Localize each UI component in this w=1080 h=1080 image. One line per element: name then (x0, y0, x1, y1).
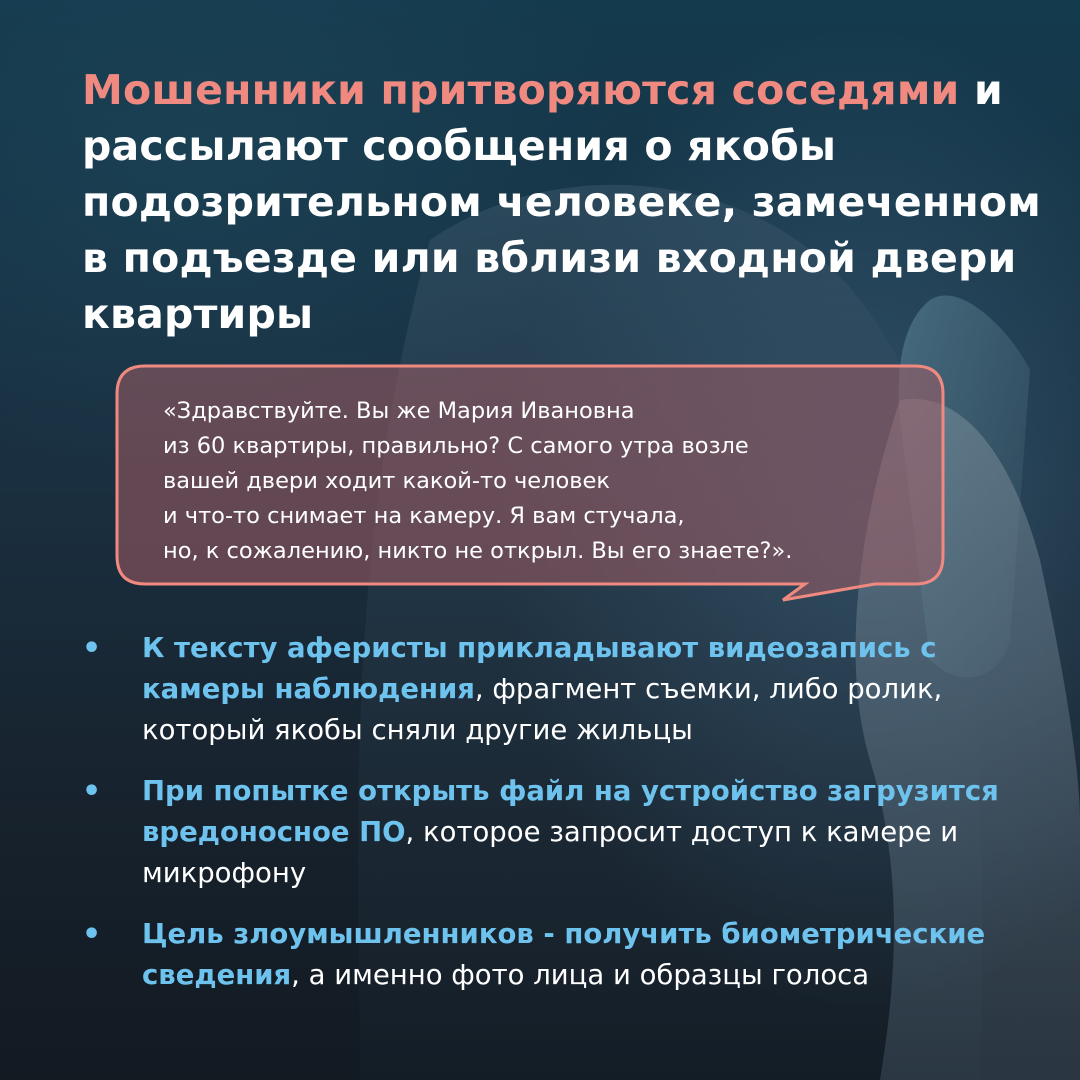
bullet-marker: • (82, 917, 102, 952)
quote-text: «Здравствуйте. Вы же Мария Ивановна из 60 квартиры, правильно? С самого утра возле вашей двери ходит какой-то человек и что-то снимает на камеру. Я вам стучала, но, к сожалению, никто не открыл. Вы его знаете?». (163, 398, 793, 564)
quote-bubble (115, 364, 945, 604)
bullet-marker: • (82, 631, 102, 666)
list-item (82, 628, 1042, 751)
headline-accent: Мошенники притворяются соседями (82, 66, 960, 114)
headline-rest: и рассылают сообщения о якобы подозрительном человеке, замеченном в подъезде или вблизи входной двери квартиры (82, 66, 1041, 338)
bullet-marker: • (82, 774, 102, 809)
bullet-text: , а именно фото лица и образцы голоса (291, 959, 870, 991)
bullet-bold-text: К тексту аферисты прикладывают видеозапись с камеры наблюдения (142, 632, 937, 705)
list-item (82, 914, 1042, 996)
bullet-text: , которое запросит доступ к камере и микрофону (142, 816, 959, 889)
list-item (82, 771, 1042, 894)
page-headline (82, 62, 1042, 342)
bullet-list (82, 628, 1042, 1016)
bullet-bold-text: При попытке открыть файл на устройство загрузится вредоносное ПО (142, 775, 999, 848)
bullet-text: , фрагмент съемки, либо ролик, который якобы сняли другие жильцы (142, 673, 943, 746)
bullet-bold-text: Цель злоумышленников - получить биометрические сведения (142, 918, 986, 991)
